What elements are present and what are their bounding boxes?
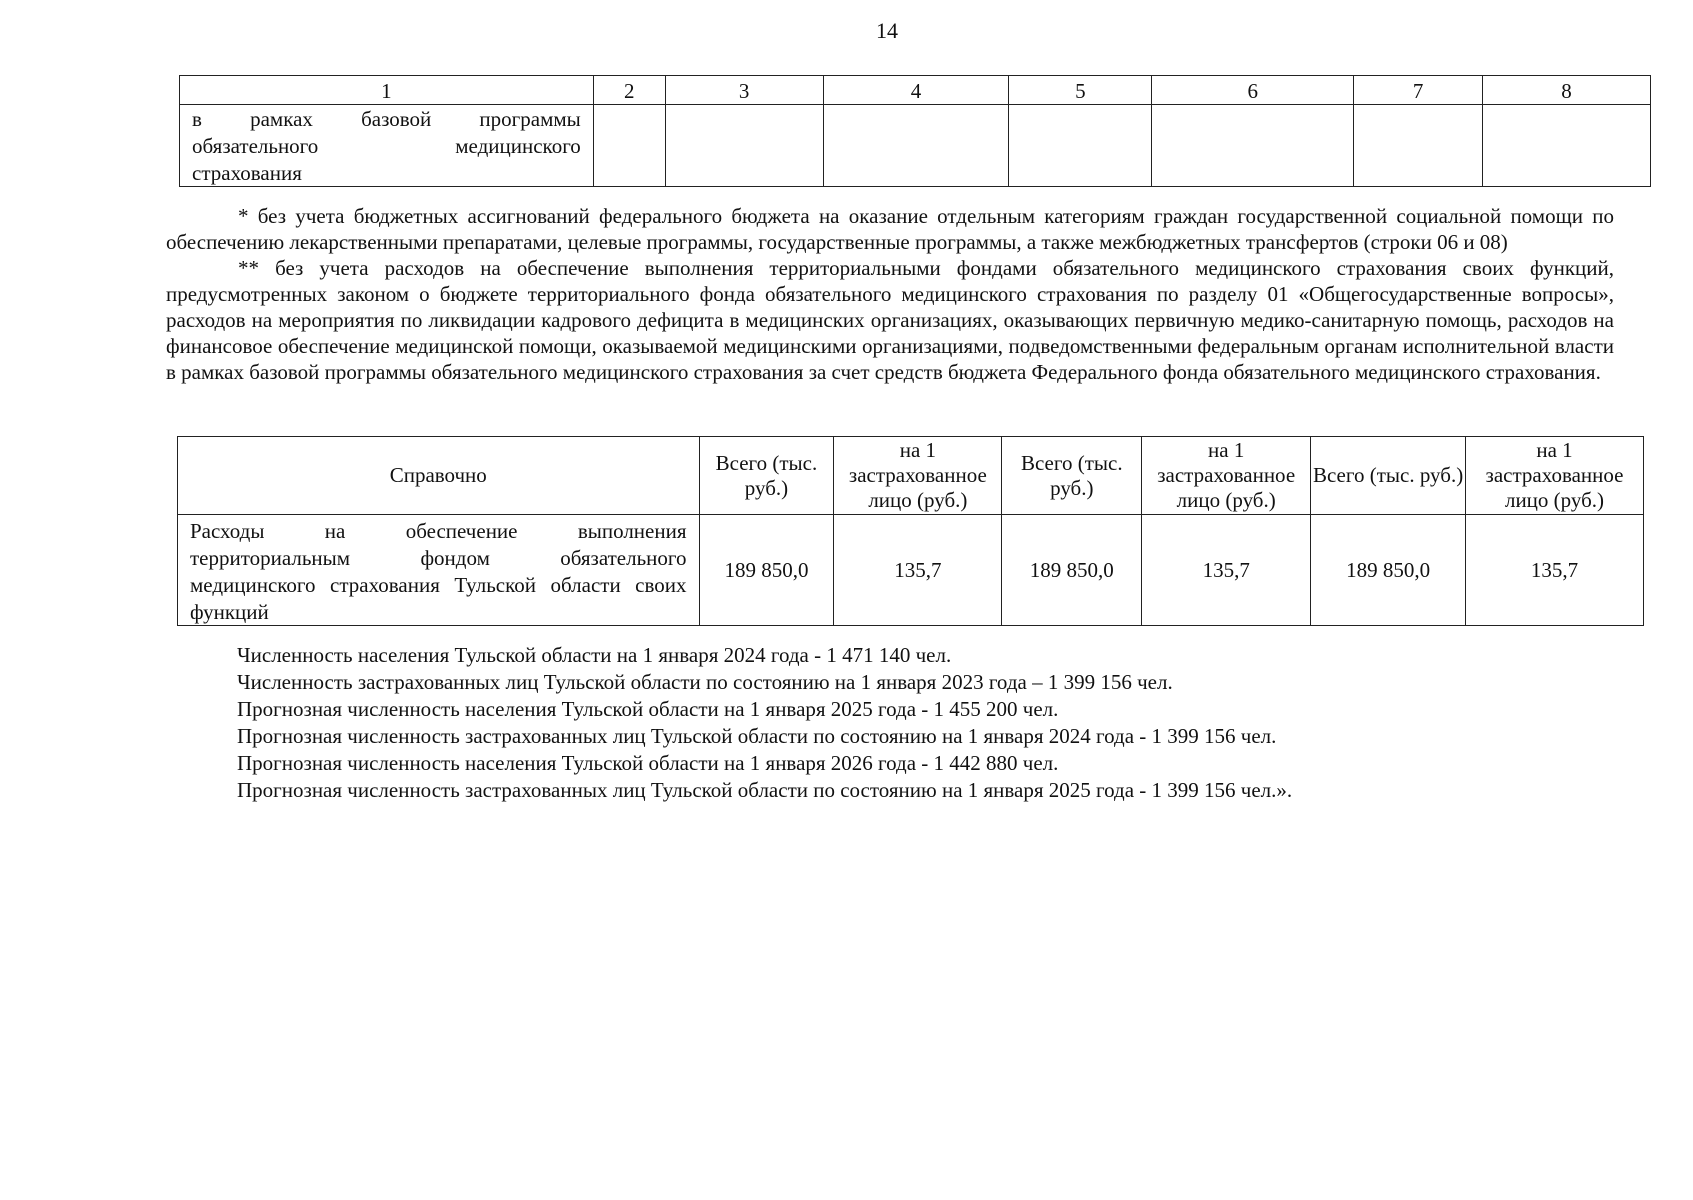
population-line: Численность застрахованных лиц Тульской области по состоянию на 1 января 2023 года – 1 399 156 чел. (237, 670, 1173, 694)
population-statistics (237, 642, 1292, 804)
total-value: 189 850,0 (1311, 515, 1466, 626)
reference-row-label (178, 515, 700, 626)
table-cell (665, 105, 823, 187)
population-line: Прогнозная численность населения Тульской области на 1 января 2026 года - 1 442 880 чел. (237, 751, 1059, 775)
column-number: 6 (1152, 76, 1354, 105)
per-person-header: на 1 застрахованное лицо (руб.) (1466, 437, 1644, 515)
column-number: 3 (665, 76, 823, 105)
reference-table (177, 436, 1644, 626)
table-cell (1009, 105, 1152, 187)
row-label-line: обязательного медицинского (192, 134, 581, 158)
column-number: 7 (1354, 76, 1483, 105)
table-row (180, 105, 1651, 187)
table-cell (823, 105, 1009, 187)
footnote-1: * без учета бюджетных ассигнований федерального бюджета на оказание отдельным категориям граждан государственной социальной помощи по обеспечению лекарственными препаратами, целевые программы, государственные программы, а также межбюджетных трансфертов (строки 06 и 08) (166, 204, 1614, 254)
row-label-line: функций (190, 600, 269, 624)
reference-header-row (178, 437, 1644, 515)
column-number: 5 (1009, 76, 1152, 105)
per-person-value: 135,7 (1466, 515, 1644, 626)
row-label-line: территориальным фондом обязательного (190, 546, 687, 570)
per-person-header: на 1 застрахованное лицо (руб.) (834, 437, 1002, 515)
column-number: 2 (593, 76, 665, 105)
footnote-2: ** без учета расходов на обеспечение выполнения территориальными фондами обязательного медицинского страхования своих функций, предусмотренных законом о бюджете территориального фонда обязательного медицинского страхования по разделу 01 «Общегосударственные вопросы», расходов на мероприятия по ликвидации кадрового дефицита в медицинских организациях, оказывающих первичную медико-санитарную помощь, расходов на финансовое обеспечение медицинской помощи, оказываемой медицинскими организациями, подведомственными федеральным органам исполнительной власти в рамках базовой программы обязательного медицинского страхования за счет средств бюджета Федерального фонда обязательного медицинского страхования. (166, 256, 1614, 384)
column-number: 8 (1483, 76, 1651, 105)
population-line: Прогнозная численность населения Тульской области на 1 января 2025 года - 1 455 200 чел. (237, 697, 1059, 721)
column-number-row (180, 76, 1651, 105)
per-person-value: 135,7 (834, 515, 1002, 626)
page-number: 14 (876, 18, 898, 43)
total-header: Всего (тыс. руб.) (699, 437, 834, 515)
footnotes (166, 203, 1614, 385)
population-line: Численность населения Тульской области на 1 января 2024 года - 1 471 140 чел. (237, 643, 952, 667)
column-number: 4 (823, 76, 1009, 105)
row-label-line: Расходы на обеспечение выполнения (190, 519, 687, 543)
row-label-cell (180, 105, 594, 187)
total-header: Всего (тыс. руб.) (1002, 437, 1142, 515)
reference-header-label: Справочно (178, 437, 700, 515)
row-label-line: страхования (192, 161, 302, 185)
total-value: 189 850,0 (1002, 515, 1142, 626)
total-value: 189 850,0 (699, 515, 834, 626)
row-label-line: медицинского страхования Тульской области своих (190, 573, 687, 597)
continuation-table (179, 75, 1651, 187)
population-line: Прогнозная численность застрахованных лиц Тульской области по состоянию на 1 января 2024 года - 1 399 156 чел. (237, 724, 1277, 748)
reference-data-row (178, 515, 1644, 626)
population-line: Прогнозная численность застрахованных лиц Тульской области по состоянию на 1 января 2025 года - 1 399 156 чел.». (237, 778, 1293, 802)
column-number: 1 (180, 76, 594, 105)
table-cell (1483, 105, 1651, 187)
total-header: Всего (тыс. руб.) (1311, 437, 1466, 515)
per-person-header: на 1 застрахованное лицо (руб.) (1142, 437, 1311, 515)
table-cell (1354, 105, 1483, 187)
table-cell (593, 105, 665, 187)
table-cell (1152, 105, 1354, 187)
per-person-value: 135,7 (1142, 515, 1311, 626)
row-label-line: в рамках базовой программы (192, 107, 581, 131)
